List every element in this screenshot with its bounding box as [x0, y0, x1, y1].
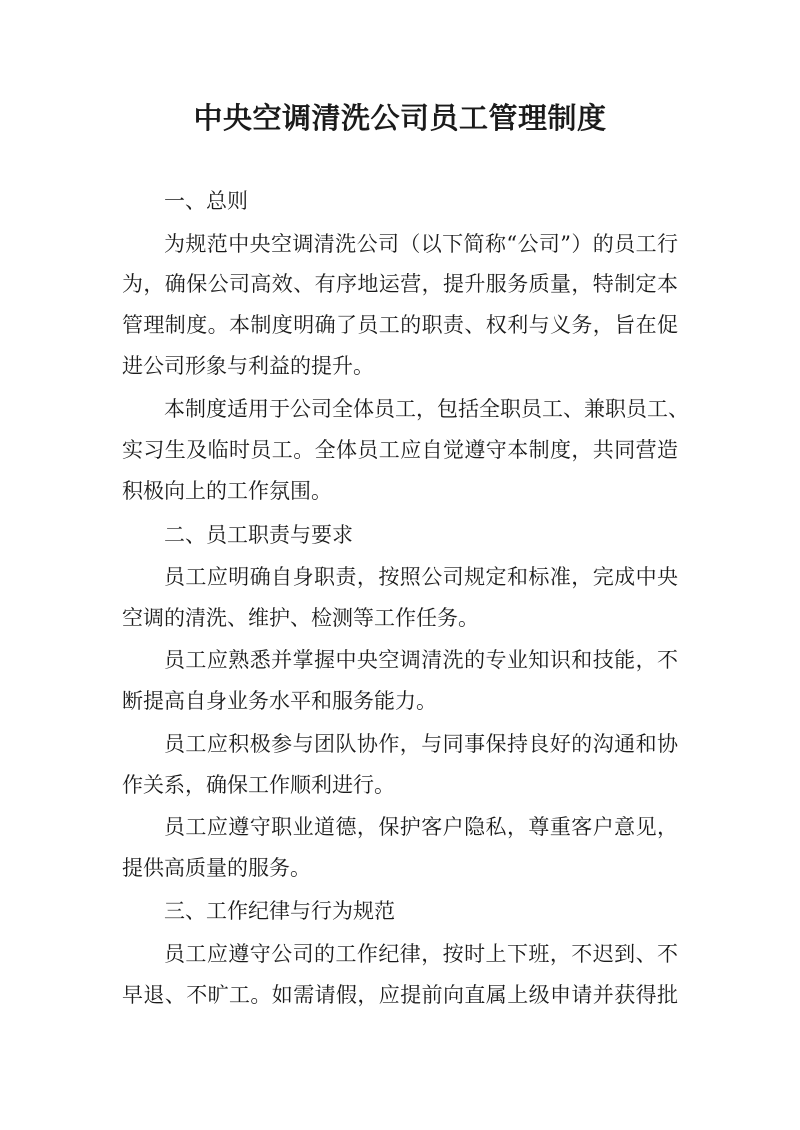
- paragraph-line: 断提高自身业务水平和服务能力。: [122, 689, 437, 713]
- paragraph-line: 管理制度。本制度明确了员工的职责、权利与义务，旨在促: [122, 313, 678, 337]
- paragraph-line: 员工应熟悉并掌握中央空调清洗的专业知识和技能，不: [164, 648, 678, 672]
- paragraph-line: 提供高质量的服务。: [122, 856, 311, 880]
- paragraph-line: 作关系，确保工作顺利进行。: [122, 773, 395, 797]
- paragraph-line: 员工应遵守公司的工作纪律，按时上下班，不迟到、不: [164, 942, 678, 966]
- paragraph-line: 为规范中央空调清洗公司（以下简称“公司”）的员工行: [164, 232, 678, 256]
- document-title: 中央空调清洗公司员工管理制度: [193, 101, 607, 135]
- paragraph-line: 早退、不旷工。如需请假，应提前向直属上级申请并获得批: [122, 983, 678, 1007]
- paragraph-line: 员工应积极参与团队协作，与同事保持良好的沟通和协: [164, 732, 678, 756]
- section-heading-duties: 二、员工职责与要求: [164, 523, 353, 547]
- paragraph-line: 为，确保公司高效、有序地运营，提升服务质量，特制定本: [122, 272, 678, 296]
- paragraph-line: 进公司形象与利益的提升。: [122, 354, 374, 378]
- section-heading-discipline: 三、工作纪律与行为规范: [164, 899, 395, 923]
- paragraph-line: 本制度适用于公司全体员工，包括全职员工、兼职员工、: [164, 397, 689, 421]
- paragraph-line: 员工应遵守职业道德，保护客户隐私，尊重客户意见，: [164, 815, 678, 839]
- paragraph-line: 积极向上的工作氛围。: [122, 479, 332, 503]
- paragraph-line: 空调的清洗、维护、检测等工作任务。: [122, 606, 479, 630]
- paragraph-line: 实习生及临时员工。全体员工应自觉遵守本制度，共同营造: [122, 438, 678, 462]
- section-heading-general: 一、总则: [164, 189, 248, 213]
- paragraph-line: 员工应明确自身职责，按照公司规定和标准，完成中央: [164, 565, 678, 589]
